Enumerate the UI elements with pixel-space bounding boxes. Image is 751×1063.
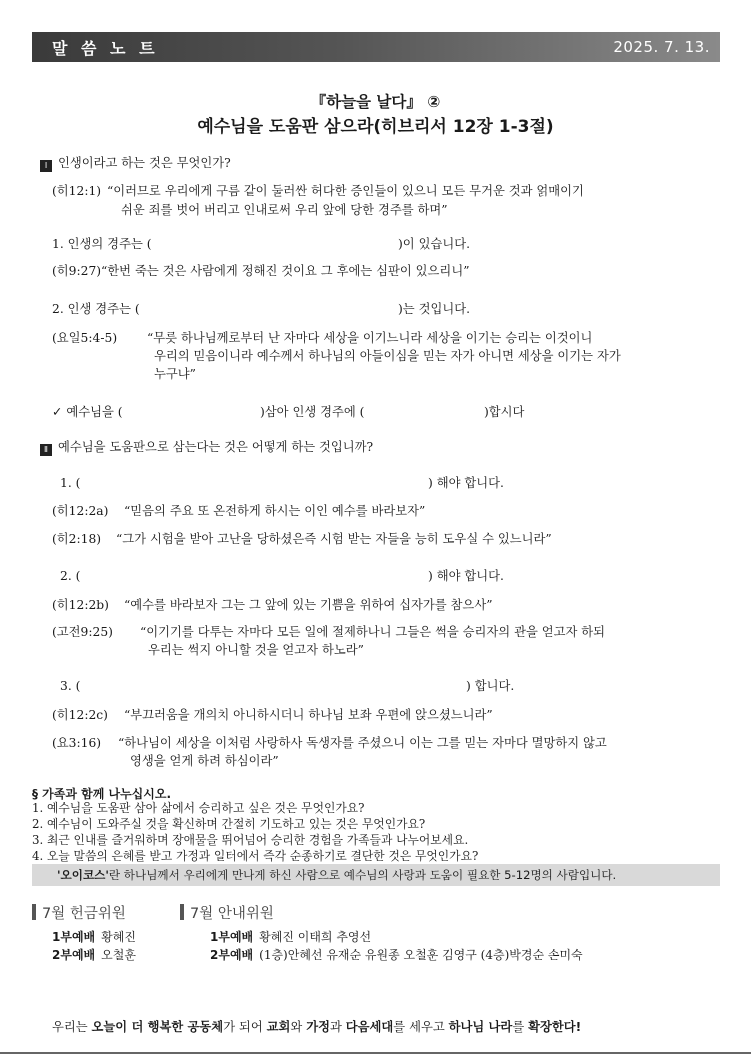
service-names: 오철훈 bbox=[101, 948, 136, 962]
point-2-1-suffix: ) 해야 합니다. bbox=[428, 476, 504, 490]
application-text: )삼아 인생 경주에 ( bbox=[260, 405, 365, 419]
usher-service-1 bbox=[210, 928, 371, 945]
service-names: (1층)안혜선 유재순 유원종 오철훈 김영구 (4층)박경순 손미숙 bbox=[259, 948, 583, 962]
verse-text: “그가 시험을 받아 고난을 당하셨은즉 시험 받는 자들을 능히 도우실 수 있느니라” bbox=[116, 532, 552, 546]
oikos-definition: 란 하나님께서 우리에게 만나게 하신 사람으로 예수님의 사랑과 도움이 필요한 5-12명의 사람입니다. bbox=[108, 868, 617, 882]
family-sharing-heading: § 가족과 함께 나누십시오. bbox=[32, 787, 172, 801]
oikos-term: '오이코스' bbox=[57, 868, 109, 882]
verse-ref: (히12:2a) bbox=[52, 504, 109, 518]
application-line bbox=[52, 404, 123, 420]
motto-bold: 오늘이 더 행복한 공동체 bbox=[91, 1020, 224, 1034]
verse-text: “믿음의 주요 또 온전하게 하시는 이인 예수를 바라보자” bbox=[124, 504, 426, 518]
verse-text: “한번 죽는 것은 사람에게 정해진 것이요 그 후에는 심판이 있으리니” bbox=[101, 264, 470, 278]
usher-committee-title bbox=[180, 902, 274, 923]
verse-text: “무릇 하나님께로부터 난 자마다 세상을 이기느니라 세상을 이기는 승리는 이것이니 bbox=[147, 331, 593, 345]
verse-ref: (히12:1) bbox=[52, 184, 102, 198]
offering-service-2 bbox=[52, 946, 136, 963]
checkmark-icon: ✓ bbox=[52, 405, 63, 419]
service-names: 황혜진 이태희 추영선 bbox=[259, 930, 372, 944]
point-2-3-prefix: 3. ( bbox=[60, 679, 81, 693]
motto-text: 를 bbox=[512, 1020, 529, 1034]
verse-text: 누구냐” bbox=[154, 367, 196, 381]
point-1-1-suffix: )이 있습니다. bbox=[398, 237, 471, 251]
motto-text: 우리는 bbox=[52, 1020, 92, 1034]
offering-committee-title bbox=[32, 902, 126, 923]
verse-ref: (히12:2b) bbox=[52, 598, 109, 612]
motto-text: 와 bbox=[290, 1020, 307, 1034]
sermon-title: 예수님을 도움판 삼으라(히브리서 12장 1-3절) bbox=[197, 117, 554, 137]
motto-bold: 다음세대 bbox=[345, 1020, 394, 1034]
usher-service-2 bbox=[210, 946, 583, 963]
section-2-title: 예수님을 도움판으로 삼는다는 것은 어떻게 하는 것입니까? bbox=[58, 440, 374, 454]
motto-bold: 하나님 나라 bbox=[448, 1020, 513, 1034]
verse-ref: (요일5:4-5) bbox=[52, 331, 118, 345]
motto-bold: 교회 bbox=[266, 1020, 291, 1034]
verse-text: 우리의 믿음이니라 예수께서 하나님의 아들이심을 믿는 자가 아니면 세상을 이기는 자가 bbox=[154, 349, 621, 363]
point-1-1-prefix: 1. 인생의 경주는 ( bbox=[52, 237, 152, 251]
verse-text: “이러므로 우리에게 구름 같이 둘러싼 허다한 증인들이 있으니 모든 무거운 것과 얽매이기 bbox=[107, 184, 584, 198]
verse-ref: (고전9:25) bbox=[52, 625, 113, 639]
verse-ref: (요3:16) bbox=[52, 736, 102, 750]
motto-bold: 확장한다! bbox=[528, 1020, 582, 1034]
header-banner bbox=[32, 32, 720, 62]
application-text: )합시다 bbox=[484, 405, 525, 419]
section-marker-1: Ⅰ bbox=[40, 160, 52, 172]
section-bar-icon bbox=[180, 904, 184, 920]
application-text: 예수님을 ( bbox=[66, 405, 123, 419]
oikos-definition-bar bbox=[32, 864, 720, 886]
verse-text: “하나님이 세상을 이처럼 사랑하사 독생자를 주셨으니 이는 그를 믿는 자마다 멸망하지 않고 bbox=[118, 736, 607, 750]
point-2-2-prefix: 2. ( bbox=[60, 569, 81, 583]
motto-text: 과 bbox=[329, 1020, 346, 1034]
verse-text: “이기기를 다투는 자마다 모든 일에 절제하나니 그들은 썩을 승리자의 관을 얻고자 하되 bbox=[140, 625, 606, 639]
sermon-series-title: 『하늘을 날다』 ② bbox=[310, 93, 441, 111]
banner-date: 2025. 7. 13. bbox=[613, 38, 710, 56]
service-label: 2부예배 bbox=[210, 948, 254, 962]
point-2-3-suffix: ) 합니다. bbox=[466, 679, 515, 693]
service-label: 1부예배 bbox=[210, 930, 254, 944]
offering-service-1 bbox=[52, 928, 136, 945]
verse-text: “부끄러움을 개의치 아니하시더니 하나님 보좌 우편에 앉으셨느니라” bbox=[124, 708, 493, 722]
discussion-question: 3. 최근 인내를 즐거워하며 장애물을 뛰어넘어 승리한 경험을 가족들과 나누어보세요. bbox=[32, 833, 469, 847]
discussion-question: 4. 오늘 말씀의 은혜를 받고 가정과 일터에서 즉각 순종하기로 결단한 것은 무엇인가요? bbox=[32, 849, 479, 863]
discussion-question: 1. 예수님을 도움판 삼아 삶에서 승리하고 싶은 것은 무엇인가요? bbox=[32, 801, 365, 815]
section-1-heading bbox=[40, 155, 231, 172]
service-label: 2부예배 bbox=[52, 948, 96, 962]
section-2-heading bbox=[40, 439, 373, 456]
verse-ref: (히9:27) bbox=[52, 264, 102, 278]
point-2-2-suffix: ) 해야 합니다. bbox=[428, 569, 504, 583]
banner-title: 말 씀 노 트 bbox=[52, 38, 159, 58]
motto-text: 를 세우고 bbox=[393, 1020, 449, 1034]
footer-divider bbox=[0, 1052, 751, 1054]
motto-bold: 가정 bbox=[306, 1020, 330, 1034]
point-2-1-prefix: 1. ( bbox=[60, 476, 81, 490]
offering-title-text: 7월 헌금위원 bbox=[42, 906, 126, 922]
point-1-2-suffix: )는 것입니다. bbox=[398, 302, 471, 316]
section-marker-2: Ⅱ bbox=[40, 444, 52, 456]
point-1-2-prefix: 2. 인생 경주는 ( bbox=[52, 302, 140, 316]
section-1-title: 인생이라고 하는 것은 무엇인가? bbox=[58, 156, 231, 170]
discussion-question: 2. 예수님이 도와주실 것을 확신하며 간절히 기도하고 있는 것은 무엇인가요? bbox=[32, 817, 426, 831]
verse-text: “예수를 바라보자 그는 그 앞에 있는 기쁨을 위하여 십자가를 참으사” bbox=[124, 598, 493, 612]
verse-ref: (히12:2c) bbox=[52, 708, 108, 722]
verse-text: 영생을 얻게 하려 하심이라” bbox=[130, 754, 279, 768]
section-bar-icon bbox=[32, 904, 36, 920]
church-motto bbox=[52, 1017, 581, 1035]
usher-title-text: 7월 안내위원 bbox=[190, 906, 274, 922]
service-label: 1부예배 bbox=[52, 930, 96, 944]
service-names: 황혜진 bbox=[101, 930, 136, 944]
verse-text: 쉬운 죄를 벗어 버리고 인내로써 우리 앞에 당한 경주를 하며” bbox=[121, 203, 448, 217]
verse-ref: (히2:18) bbox=[52, 532, 102, 546]
verse-text: 우리는 썩지 아니할 것을 얻고자 하노라” bbox=[148, 643, 364, 657]
motto-text: 가 되어 bbox=[223, 1020, 267, 1034]
